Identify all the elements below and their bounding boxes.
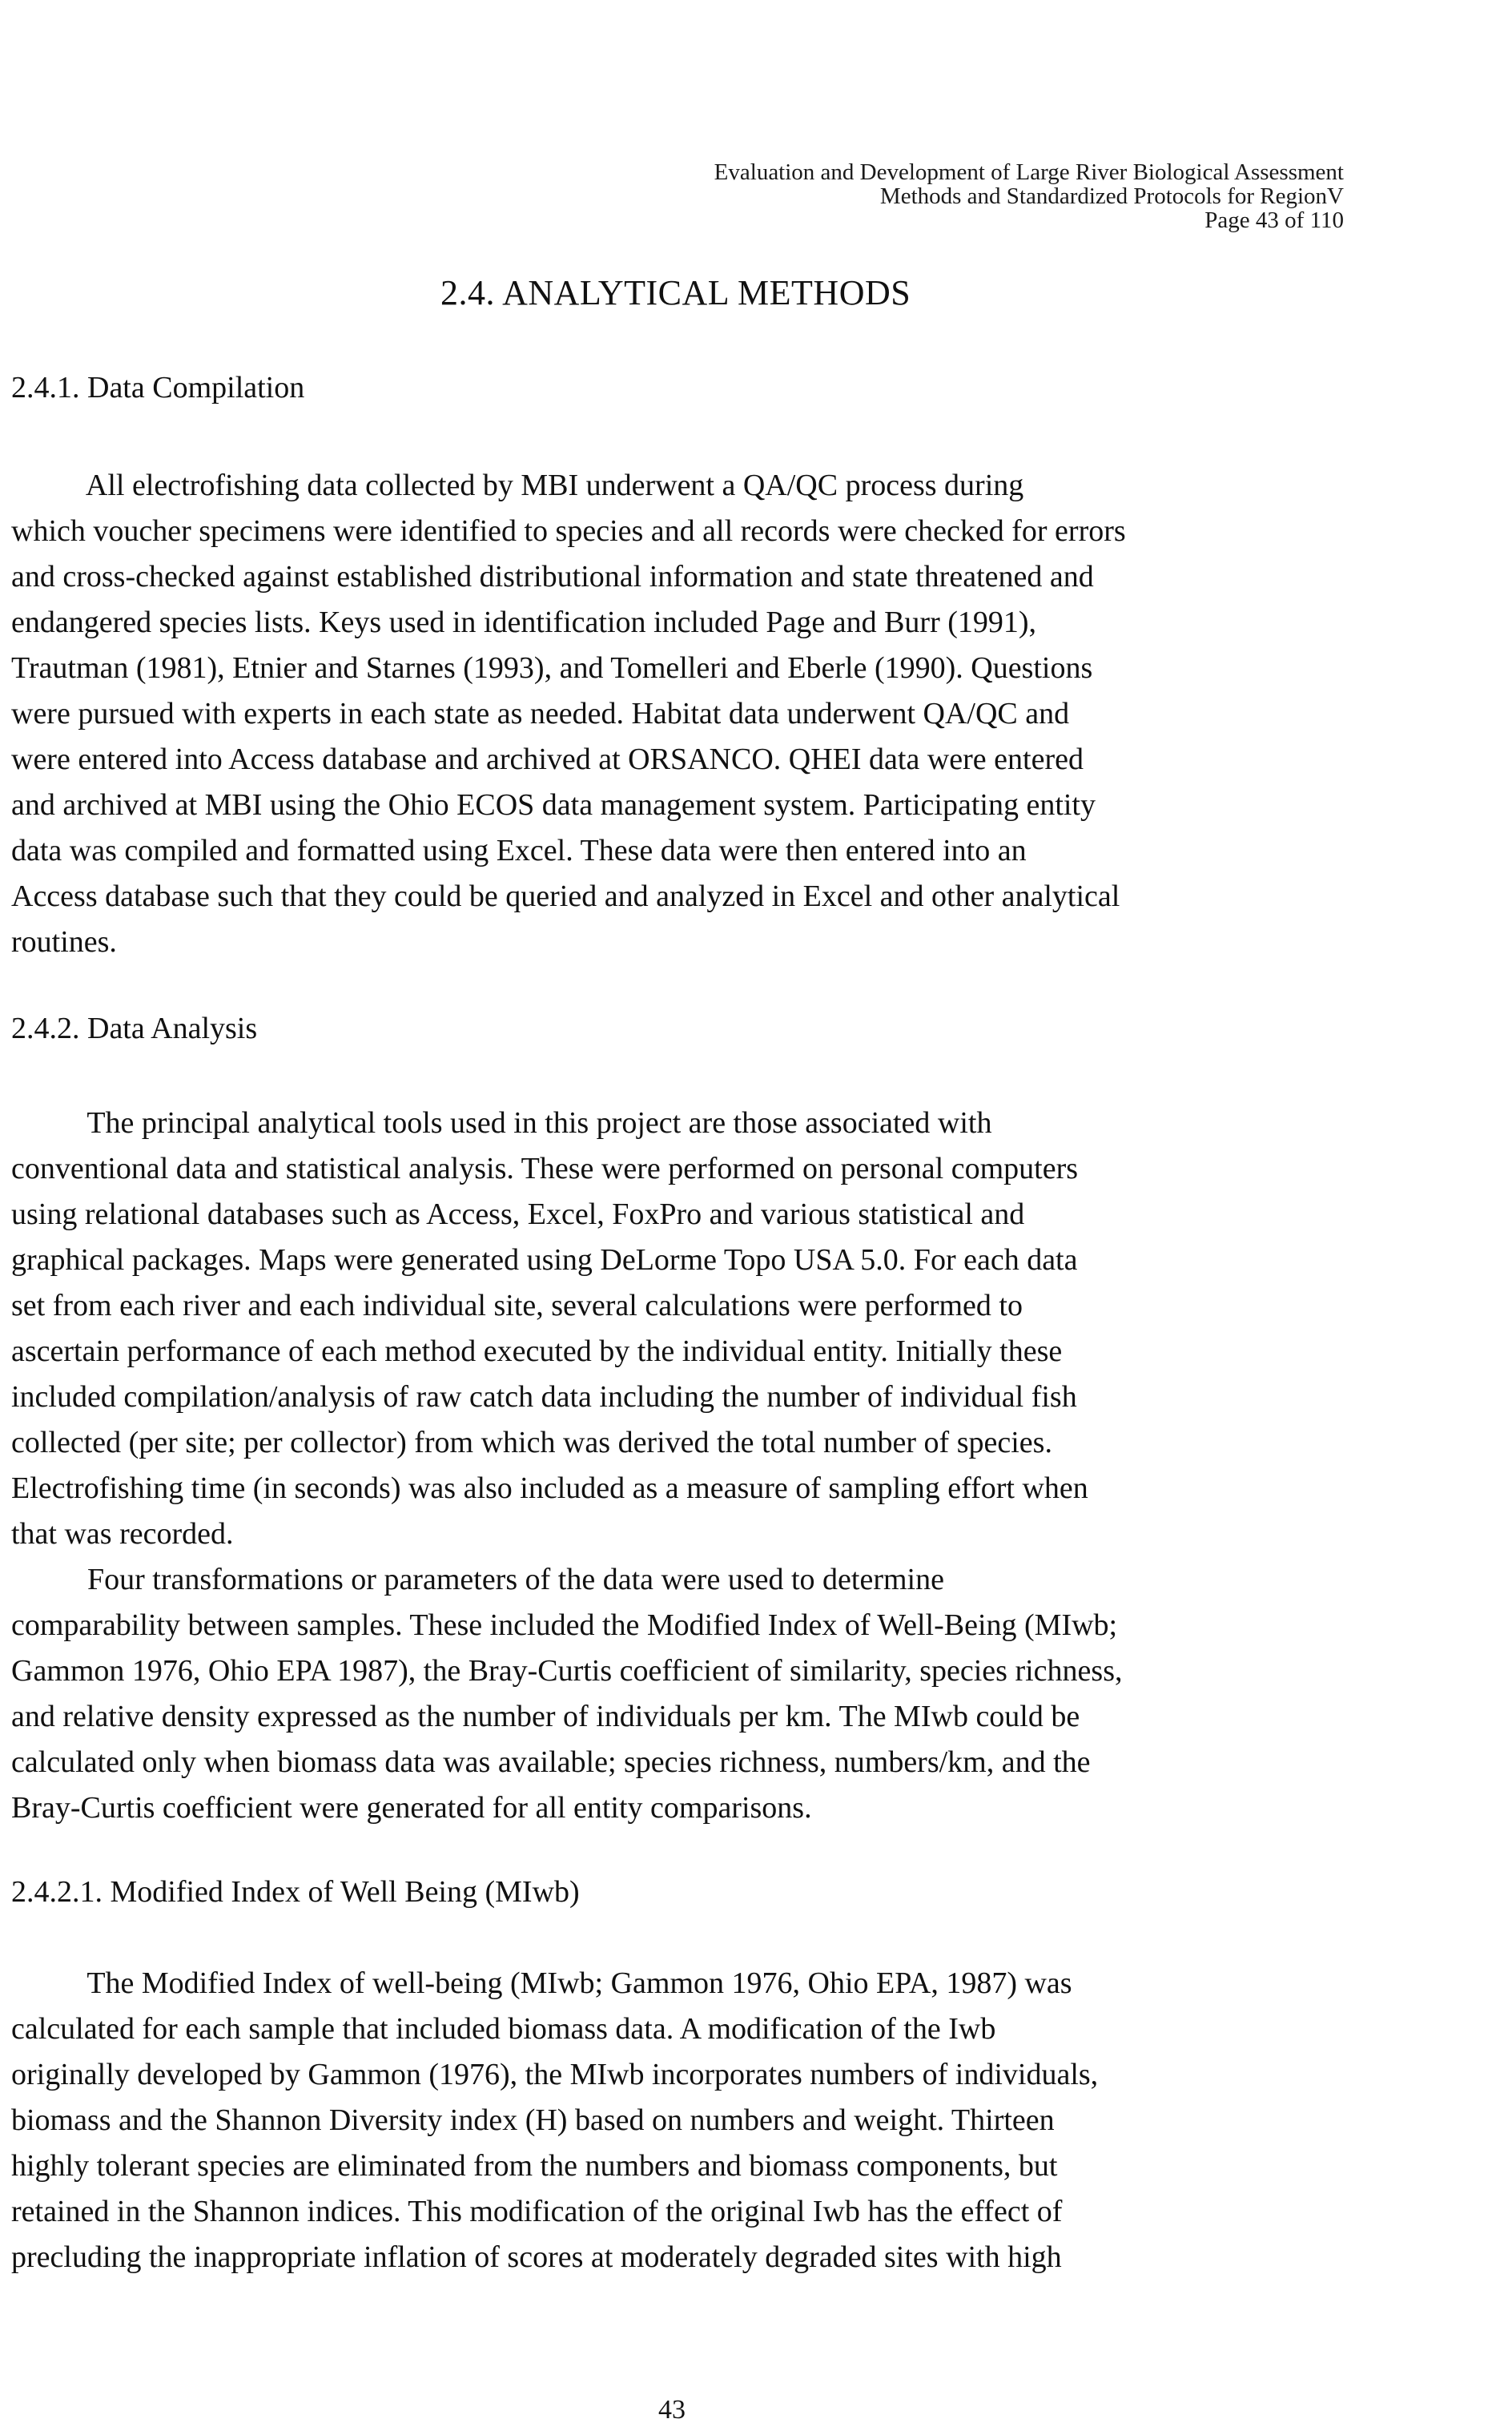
text-line: endangered species lists. Keys used in identification included Page and Burr (1991), — [11, 606, 1037, 639]
text-line: comparability between samples. These included the Modified Index of Well-Being (MIwb; — [11, 1608, 1118, 1642]
text-line: highly tolerant species are eliminated from the numbers and biomass components, but — [11, 2149, 1058, 2183]
header-line-2: Methods and Standardized Protocols for RegionV — [879, 183, 1344, 209]
page-number: 43 — [658, 2395, 686, 2425]
heading-data-analysis: 2.4.2. Data Analysis — [11, 1012, 258, 1045]
text-line: and cross-checked against established distributional information and state threatened and — [11, 560, 1094, 594]
running-header — [543, 160, 1344, 232]
text-line: The principal analytical tools used in this project are those associated with — [11, 1106, 992, 1140]
text-line: calculated only when biomass data was available; species richness, numbers/km, and the — [11, 1745, 1091, 1779]
text-line: data was compiled and formatted using Excel. These data were then entered into an — [11, 834, 1027, 867]
text-line: Electrofishing time (in seconds) was also included as a measure of sampling effort when — [11, 1471, 1088, 1505]
paragraph-data-compilation — [11, 463, 1373, 965]
text-line: Bray-Curtis coefficient were generated for all entity comparisons. — [11, 1791, 812, 1825]
text-line: Trautman (1981), Etnier and Starnes (1993), and Tomelleri and Eberle (1990). Questions — [11, 651, 1093, 685]
text-line: graphical packages. Maps were generated using DeLorme Topo USA 5.0. For each data — [11, 1243, 1078, 1277]
text-line: collected (per site; per collector) from which was derived the total number of species. — [11, 1426, 1052, 1459]
header-line-1: Evaluation and Development of Large River Biological Assessment — [714, 159, 1344, 185]
text-line: set from each river and each individual site, several calculations were performed to — [11, 1289, 1023, 1322]
heading-miwb: 2.4.2.1. Modified Index of Well Being (MIwb) — [11, 1875, 580, 1909]
header-page-ref: Page 43 of 110 — [1204, 207, 1344, 233]
text-line: precluding the inappropriate inflation of scores at moderately degraded sites with high — [11, 2240, 1062, 2274]
text-line: and archived at MBI using the Ohio ECOS data management system. Participating entity — [11, 788, 1096, 822]
text-line: were entered into Access database and archived at ORSANCO. QHEI data were entered — [11, 743, 1084, 776]
heading-data-compilation: 2.4.1. Data Compilation — [11, 371, 305, 404]
text-line: All electrofishing data collected by MBI underwent a QA/QC process during — [11, 469, 1024, 502]
text-line: retained in the Shannon indices. This modification of the original Iwb has the effect of — [11, 2195, 1063, 2228]
text-line: calculated for each sample that included biomass data. A modification of the Iwb — [11, 2012, 996, 2046]
text-line: biomass and the Shannon Diversity index (H) based on numbers and weight. Thirteen — [11, 2103, 1055, 2137]
text-line: and relative density expressed as the number of individuals per km. The MIwb could be — [11, 1700, 1080, 1733]
text-line: included compilation/analysis of raw catch data including the number of individual fish — [11, 1380, 1077, 1414]
text-line: conventional data and statistical analysis. These were performed on personal computers — [11, 1152, 1079, 1185]
text-line: Gammon 1976, Ohio EPA 1987), the Bray-Curtis coefficient of similarity, species richness, — [11, 1654, 1123, 1688]
text-line: ascertain performance of each method executed by the individual entity. Initially these — [11, 1334, 1063, 1368]
text-line: were pursued with experts in each state as needed. Habitat data underwent QA/QC and — [11, 697, 1070, 730]
text-line: Four transformations or parameters of the data were used to determine — [11, 1563, 944, 1596]
text-line: that was recorded. — [11, 1517, 234, 1551]
paragraph-data-analysis — [11, 1101, 1373, 1831]
text-line: Access database such that they could be queried and analyzed in Excel and other analytical — [11, 879, 1120, 913]
text-line: originally developed by Gammon (1976), the MIwb incorporates numbers of individuals, — [11, 2058, 1099, 2091]
paragraph-miwb — [11, 1961, 1373, 2280]
text-line: The Modified Index of well-being (MIwb; Gammon 1976, Ohio EPA, 1987) was — [11, 1966, 1072, 2000]
text-line: which voucher specimens were identified to species and all records were checked for errors — [11, 514, 1126, 548]
text-line: using relational databases such as Access, Excel, FoxPro and various statistical and — [11, 1197, 1025, 1231]
text-line: routines. — [11, 925, 117, 959]
section-heading: 2.4. ANALYTICAL METHODS — [440, 273, 911, 312]
